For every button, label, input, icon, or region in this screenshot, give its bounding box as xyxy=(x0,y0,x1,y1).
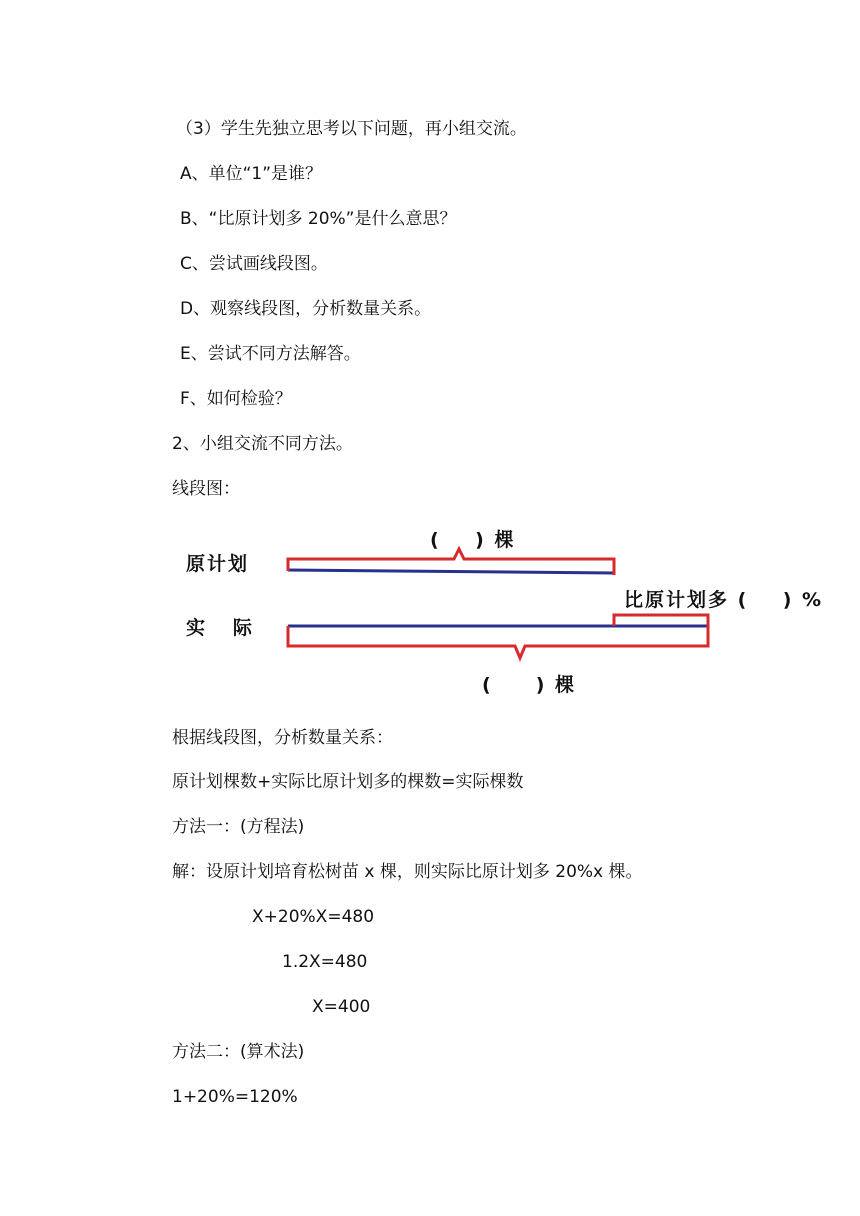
equation-1: X+20%X=480 xyxy=(252,907,375,927)
question-a: A、单位“1”是谁？ xyxy=(180,164,323,184)
extra-brace xyxy=(614,615,708,626)
method-2-heading: 方法二：(算术法) xyxy=(172,1042,305,1062)
question-f: F、如何检验？ xyxy=(180,389,292,409)
question-d: D、观察线段图，分析数量关系。 xyxy=(180,299,432,319)
plan-segment xyxy=(288,570,614,573)
quantity-relation: 原计划棵数+实际比原计划多的棵数=实际棵数 xyxy=(172,772,524,792)
actual-trees-label: ( ) 棵 xyxy=(482,674,577,696)
equation-3: X=400 xyxy=(312,997,371,1017)
question-c: C、尝试画线段图。 xyxy=(180,254,328,274)
step-3-text: （3）学生先独立思考以下问题，再小组交流。 xyxy=(176,119,527,139)
solution-text: 解：设原计划培育松树苗 x 棵，则实际比原计划多 20%x 棵。 xyxy=(172,862,643,882)
plan-label: 原计划 xyxy=(186,553,250,575)
line-segment-diagram xyxy=(170,515,850,700)
section-2-heading: 2、小组交流不同方法。 xyxy=(172,434,353,454)
analysis-heading: 根据线段图，分析数量关系： xyxy=(172,728,393,748)
method-1-heading: 方法一：(方程法) xyxy=(172,817,305,837)
arithmetic-step: 1+20%=120% xyxy=(172,1087,298,1107)
actual-brace xyxy=(288,626,708,658)
equation-2: 1.2X=480 xyxy=(282,952,368,972)
question-e: E、尝试不同方法解答。 xyxy=(180,344,361,364)
plan-trees-label: ( ) 棵 xyxy=(430,529,516,551)
diagram-title: 线段图： xyxy=(172,479,240,499)
more-percent-label: 比原计划多 ( ) % xyxy=(624,589,824,611)
actual-label: 实 际 xyxy=(186,617,254,639)
question-b: B、“比原计划多 20%”是什么意思？ xyxy=(180,209,457,229)
